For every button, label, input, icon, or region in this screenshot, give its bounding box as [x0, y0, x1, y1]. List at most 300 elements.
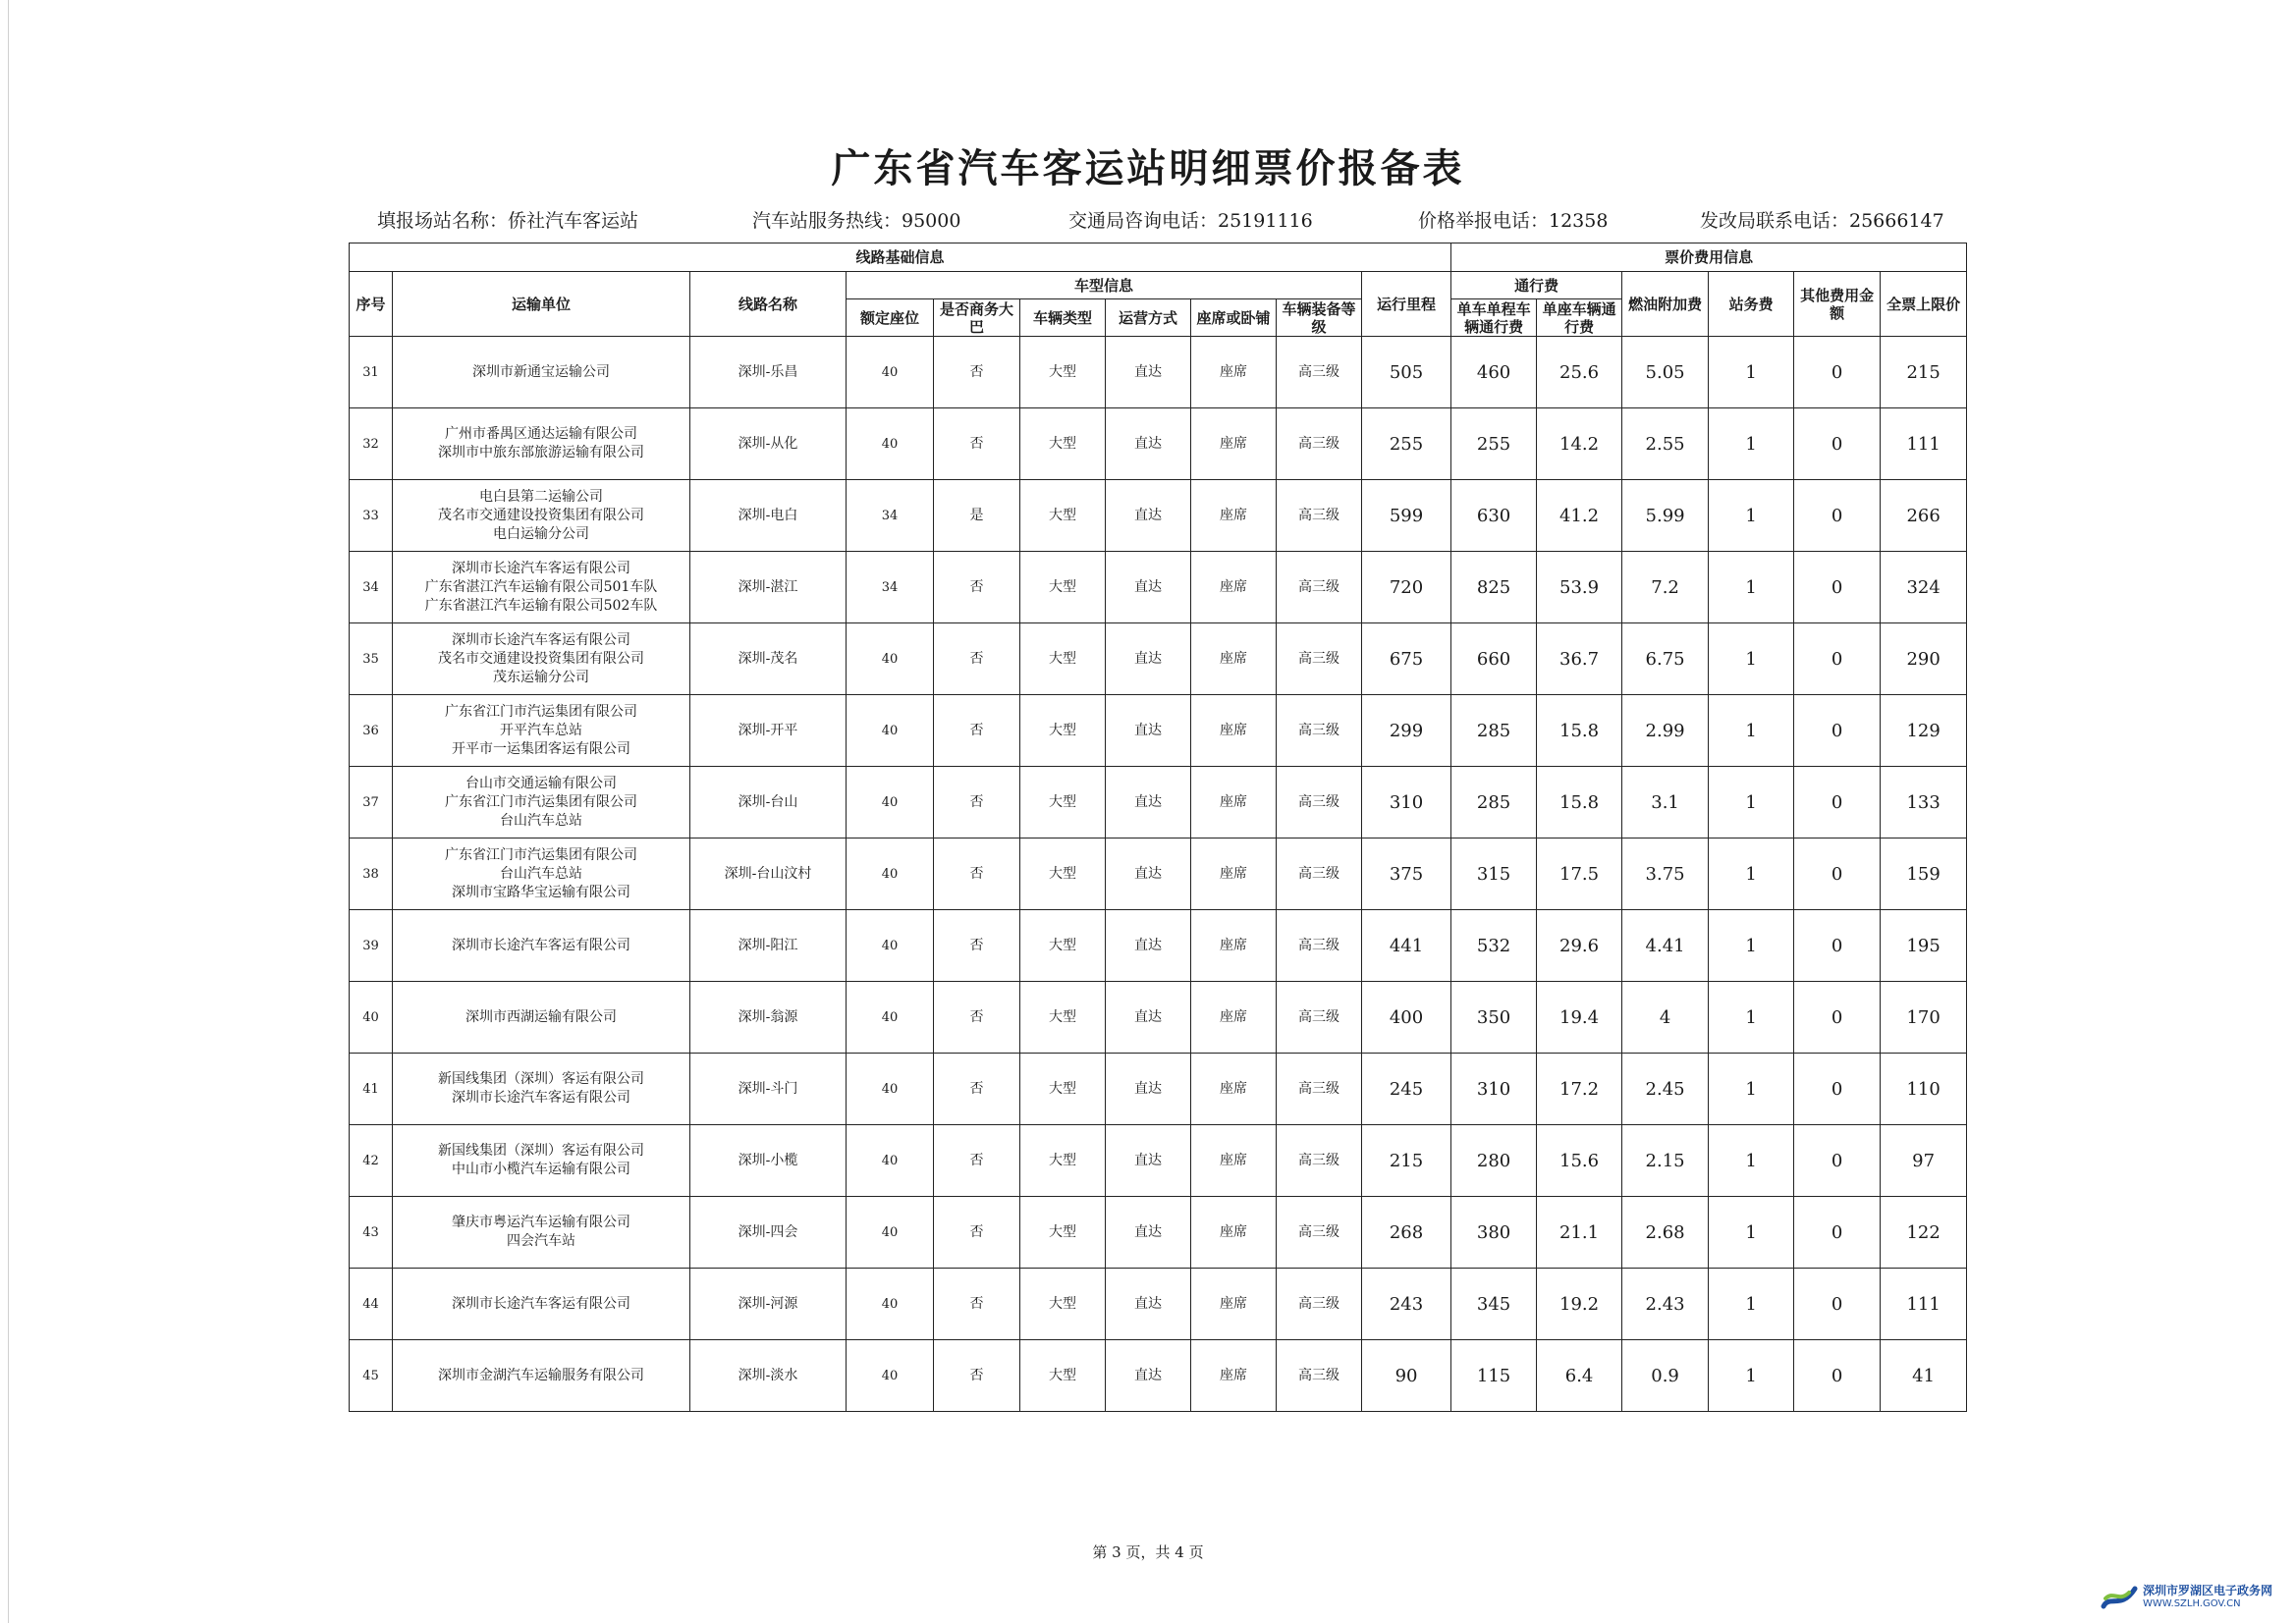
row-operation: 直达 [1106, 695, 1191, 767]
row-route: 深圳-茂名 [690, 623, 847, 695]
row-fuel-surcharge: 6.75 [1622, 623, 1709, 695]
row-company [393, 623, 690, 695]
row-mileage: 215 [1362, 1125, 1451, 1197]
table-row [350, 1125, 1967, 1197]
row-company [393, 480, 690, 552]
row-seat-type: 座席 [1191, 1054, 1277, 1125]
row-seats: 40 [847, 1340, 934, 1412]
company-name: 深圳市金湖汽车运输服务有限公司 [438, 1367, 644, 1383]
row-seat-type: 座席 [1191, 910, 1277, 982]
row-equipment-grade: 高三级 [1277, 337, 1362, 408]
row-operation: 直达 [1106, 910, 1191, 982]
row-toll-vehicle: 255 [1451, 408, 1537, 480]
row-route: 深圳-河源 [690, 1269, 847, 1340]
company-name: 肇庆市粤运汽车运输有限公司 [452, 1215, 630, 1230]
row-seq: 33 [350, 480, 393, 552]
row-company [393, 552, 690, 623]
row-vehicle-type: 大型 [1020, 1340, 1106, 1412]
company-name: 台山市交通运输有限公司 [465, 775, 617, 791]
row-equipment-grade: 高三级 [1277, 623, 1362, 695]
row-vehicle-type: 大型 [1020, 767, 1106, 839]
company-name: 广东省江门市汽运集团有限公司 [445, 703, 637, 720]
row-fare-cap: 290 [1881, 623, 1967, 695]
row-seat-type: 座席 [1191, 767, 1277, 839]
row-fuel-surcharge: 4.41 [1622, 910, 1709, 982]
header-seq: 序号 [350, 272, 393, 337]
row-route: 深圳-乐昌 [690, 337, 847, 408]
row-vehicle-type: 大型 [1020, 1125, 1106, 1197]
row-other-fee: 0 [1794, 910, 1881, 982]
row-other-fee: 0 [1794, 1054, 1881, 1125]
row-seats: 40 [847, 1125, 934, 1197]
row-toll-vehicle: 115 [1451, 1340, 1537, 1412]
row-company [393, 1340, 690, 1412]
row-fare-cap: 133 [1881, 767, 1967, 839]
table-row [350, 623, 1967, 695]
row-seat-type: 座席 [1191, 695, 1277, 767]
row-other-fee: 0 [1794, 1269, 1881, 1340]
row-business-bus: 否 [934, 623, 1020, 695]
row-seat-type: 座席 [1191, 839, 1277, 910]
row-mileage: 599 [1362, 480, 1451, 552]
row-seq: 31 [350, 337, 393, 408]
row-mileage: 505 [1362, 337, 1451, 408]
row-toll-seat: 19.2 [1537, 1269, 1622, 1340]
table-row [350, 982, 1967, 1054]
row-seat-type: 座席 [1191, 623, 1277, 695]
row-fuel-surcharge: 2.99 [1622, 695, 1709, 767]
row-seat-type: 座席 [1191, 1125, 1277, 1197]
row-company [393, 982, 690, 1054]
row-vehicle-type: 大型 [1020, 623, 1106, 695]
row-fuel-surcharge: 2.43 [1622, 1269, 1709, 1340]
header-toll: 通行费 [1451, 272, 1622, 299]
row-company [393, 695, 690, 767]
row-station-fee: 1 [1709, 767, 1794, 839]
row-operation: 直达 [1106, 982, 1191, 1054]
row-company [393, 767, 690, 839]
row-equipment-grade: 高三级 [1277, 767, 1362, 839]
table-row [350, 1340, 1967, 1412]
row-vehicle-type: 大型 [1020, 982, 1106, 1054]
row-vehicle-type: 大型 [1020, 480, 1106, 552]
company-name: 深圳市长途汽车客运有限公司 [452, 1090, 630, 1106]
row-station-fee: 1 [1709, 910, 1794, 982]
row-equipment-grade: 高三级 [1277, 1125, 1362, 1197]
company-name: 深圳市宝路华宝运输有限公司 [452, 884, 630, 900]
table-row [350, 767, 1967, 839]
transport-bureau-phone: 交通局咨询电话：25191116 [1068, 210, 1313, 232]
station-hotline: 汽车站服务热线：95000 [752, 210, 961, 232]
row-station-fee: 1 [1709, 337, 1794, 408]
row-seat-type: 座席 [1191, 408, 1277, 480]
szlh-logo-icon [2100, 1581, 2139, 1614]
header-business-bus: 是否商务大巴 [934, 299, 1020, 337]
row-operation: 直达 [1106, 767, 1191, 839]
fare-table [349, 243, 1967, 1412]
row-business-bus: 否 [934, 1269, 1020, 1340]
row-toll-seat: 29.6 [1537, 910, 1622, 982]
company-name: 深圳市长途汽车客运有限公司 [452, 631, 630, 648]
row-seats: 40 [847, 982, 934, 1054]
row-vehicle-type: 大型 [1020, 408, 1106, 480]
row-other-fee: 0 [1794, 1197, 1881, 1269]
row-seat-type: 座席 [1191, 982, 1277, 1054]
row-equipment-grade: 高三级 [1277, 552, 1362, 623]
row-toll-vehicle: 285 [1451, 767, 1537, 839]
fare-table-body [350, 337, 1967, 1412]
row-station-fee: 1 [1709, 1197, 1794, 1269]
header-route: 线路名称 [690, 272, 847, 337]
company-name: 开平市一运集团客运有限公司 [452, 740, 630, 757]
header-fuel-surcharge: 燃油附加费 [1622, 272, 1709, 337]
header-toll-single-vehicle: 单车单程车辆通行费 [1451, 299, 1537, 337]
row-route: 深圳-四会 [690, 1197, 847, 1269]
row-company [393, 910, 690, 982]
header-station-fee: 站务费 [1709, 272, 1794, 337]
row-seats: 40 [847, 839, 934, 910]
row-fuel-surcharge: 2.55 [1622, 408, 1709, 480]
row-fuel-surcharge: 3.1 [1622, 767, 1709, 839]
row-toll-seat: 15.6 [1537, 1125, 1622, 1197]
row-route: 深圳-斗门 [690, 1054, 847, 1125]
row-route: 深圳-电白 [690, 480, 847, 552]
row-operation: 直达 [1106, 480, 1191, 552]
row-seats: 40 [847, 1197, 934, 1269]
row-mileage: 720 [1362, 552, 1451, 623]
row-toll-seat: 14.2 [1537, 408, 1622, 480]
row-fare-cap: 41 [1881, 1340, 1967, 1412]
table-row [350, 695, 1967, 767]
row-toll-seat: 17.5 [1537, 839, 1622, 910]
row-fuel-surcharge: 2.45 [1622, 1054, 1709, 1125]
company-name: 电白县第二运输公司 [479, 488, 603, 505]
header-other-fee: 其他费用金额 [1794, 272, 1881, 337]
row-vehicle-type: 大型 [1020, 1054, 1106, 1125]
header-full-fare-cap: 全票上限价 [1881, 272, 1967, 337]
row-other-fee: 0 [1794, 695, 1881, 767]
row-fare-cap: 266 [1881, 480, 1967, 552]
row-business-bus: 否 [934, 910, 1020, 982]
row-mileage: 255 [1362, 408, 1451, 480]
row-equipment-grade: 高三级 [1277, 695, 1362, 767]
row-seats: 34 [847, 552, 934, 623]
row-vehicle-type: 大型 [1020, 695, 1106, 767]
row-route: 深圳-台山 [690, 767, 847, 839]
company-name: 中山市小榄汽车运输有限公司 [452, 1162, 630, 1177]
row-toll-seat: 25.6 [1537, 337, 1622, 408]
row-operation: 直达 [1106, 337, 1191, 408]
row-station-fee: 1 [1709, 695, 1794, 767]
row-other-fee: 0 [1794, 1340, 1881, 1412]
row-operation: 直达 [1106, 552, 1191, 623]
watermark-url: WWW.SZLH.GOV.CN [2143, 1598, 2241, 1609]
row-fuel-surcharge: 0.9 [1622, 1340, 1709, 1412]
row-mileage: 245 [1362, 1054, 1451, 1125]
row-equipment-grade: 高三级 [1277, 910, 1362, 982]
row-toll-vehicle: 532 [1451, 910, 1537, 982]
row-station-fee: 1 [1709, 623, 1794, 695]
row-company [393, 1269, 690, 1340]
watermark-title: 深圳市罗湖区电子政务网 [2143, 1584, 2273, 1597]
row-vehicle-type: 大型 [1020, 1269, 1106, 1340]
row-fare-cap: 215 [1881, 337, 1967, 408]
row-toll-vehicle: 310 [1451, 1054, 1537, 1125]
row-seq: 45 [350, 1340, 393, 1412]
row-business-bus: 否 [934, 982, 1020, 1054]
header-vehicle-type: 车辆类型 [1020, 299, 1106, 337]
row-seats: 40 [847, 910, 934, 982]
row-seq: 40 [350, 982, 393, 1054]
table-row [350, 480, 1967, 552]
row-route: 深圳-湛江 [690, 552, 847, 623]
row-fare-cap: 122 [1881, 1197, 1967, 1269]
company-name: 新国线集团（深圳）客运有限公司 [438, 1071, 644, 1087]
row-business-bus: 是 [934, 480, 1020, 552]
row-seat-type: 座席 [1191, 1269, 1277, 1340]
row-seq: 37 [350, 767, 393, 839]
row-station-fee: 1 [1709, 1125, 1794, 1197]
row-station-fee: 1 [1709, 480, 1794, 552]
row-mileage: 375 [1362, 839, 1451, 910]
row-operation: 直达 [1106, 1054, 1191, 1125]
company-name: 广东省江门市汽运集团有限公司 [445, 793, 637, 810]
company-name: 台山汽车总站 [500, 812, 582, 829]
row-toll-vehicle: 380 [1451, 1197, 1537, 1269]
row-toll-seat: 15.8 [1537, 767, 1622, 839]
row-mileage: 268 [1362, 1197, 1451, 1269]
row-seq: 42 [350, 1125, 393, 1197]
company-name: 开平汽车总站 [500, 722, 582, 738]
row-toll-seat: 21.1 [1537, 1197, 1622, 1269]
row-station-fee: 1 [1709, 408, 1794, 480]
row-route: 深圳-从化 [690, 408, 847, 480]
row-vehicle-type: 大型 [1020, 910, 1106, 982]
row-seat-type: 座席 [1191, 1340, 1277, 1412]
row-toll-vehicle: 630 [1451, 480, 1537, 552]
row-seat-type: 座席 [1191, 552, 1277, 623]
row-company [393, 839, 690, 910]
row-mileage: 90 [1362, 1340, 1451, 1412]
row-fuel-surcharge: 2.68 [1622, 1197, 1709, 1269]
row-route: 深圳-开平 [690, 695, 847, 767]
row-other-fee: 0 [1794, 337, 1881, 408]
company-name: 深圳市长途汽车客运有限公司 [452, 560, 630, 576]
row-station-fee: 1 [1709, 1340, 1794, 1412]
row-seats: 40 [847, 408, 934, 480]
row-toll-seat: 17.2 [1537, 1054, 1622, 1125]
company-name: 深圳市中旅东部旅游运输有限公司 [438, 445, 644, 460]
row-seq: 32 [350, 408, 393, 480]
row-other-fee: 0 [1794, 839, 1881, 910]
row-toll-seat: 36.7 [1537, 623, 1622, 695]
row-seats: 40 [847, 623, 934, 695]
row-station-fee: 1 [1709, 1269, 1794, 1340]
row-company [393, 337, 690, 408]
row-seats: 40 [847, 767, 934, 839]
row-toll-seat: 41.2 [1537, 480, 1622, 552]
row-equipment-grade: 高三级 [1277, 1054, 1362, 1125]
row-route: 深圳-阳江 [690, 910, 847, 982]
header-equipment-grade: 车辆装备等级 [1277, 299, 1362, 337]
header-seats: 额定座位 [847, 299, 934, 337]
row-equipment-grade: 高三级 [1277, 1340, 1362, 1412]
row-toll-vehicle: 285 [1451, 695, 1537, 767]
row-toll-seat: 6.4 [1537, 1340, 1622, 1412]
row-station-fee: 1 [1709, 1054, 1794, 1125]
company-name: 广州市番禺区通达运输有限公司 [445, 426, 637, 442]
row-business-bus: 否 [934, 552, 1020, 623]
row-vehicle-type: 大型 [1020, 337, 1106, 408]
company-name: 四会汽车站 [507, 1233, 575, 1249]
row-route: 深圳-淡水 [690, 1340, 847, 1412]
station-name: 填报场站名称：侨社汽车客运站 [377, 210, 639, 232]
row-company [393, 1197, 690, 1269]
table-row [350, 1054, 1967, 1125]
row-other-fee: 0 [1794, 408, 1881, 480]
company-name: 广东省湛江汽车运输有限公司501车队 [424, 578, 658, 595]
row-toll-vehicle: 660 [1451, 623, 1537, 695]
row-seat-type: 座席 [1191, 1197, 1277, 1269]
row-toll-seat: 53.9 [1537, 552, 1622, 623]
header-group-fare-info: 票价费用信息 [1451, 243, 1967, 272]
table-row [350, 1197, 1967, 1269]
row-business-bus: 否 [934, 337, 1020, 408]
page-number: 第 3 页，共 4 页 [1092, 1543, 1204, 1561]
row-operation: 直达 [1106, 1197, 1191, 1269]
row-other-fee: 0 [1794, 480, 1881, 552]
row-other-fee: 0 [1794, 623, 1881, 695]
row-route: 深圳-台山汶村 [690, 839, 847, 910]
row-equipment-grade: 高三级 [1277, 982, 1362, 1054]
row-other-fee: 0 [1794, 552, 1881, 623]
row-route: 深圳-翁源 [690, 982, 847, 1054]
row-seat-type: 座席 [1191, 480, 1277, 552]
row-business-bus: 否 [934, 1197, 1020, 1269]
row-fare-cap: 170 [1881, 982, 1967, 1054]
row-operation: 直达 [1106, 1125, 1191, 1197]
row-mileage: 675 [1362, 623, 1451, 695]
company-name: 广东省湛江汽车运输有限公司502车队 [424, 597, 658, 614]
row-fare-cap: 110 [1881, 1054, 1967, 1125]
row-seq: 34 [350, 552, 393, 623]
row-fare-cap: 159 [1881, 839, 1967, 910]
row-fuel-surcharge: 7.2 [1622, 552, 1709, 623]
row-station-fee: 1 [1709, 982, 1794, 1054]
row-seats: 40 [847, 337, 934, 408]
table-row [350, 839, 1967, 910]
company-name: 深圳市长途汽车客运有限公司 [452, 1295, 630, 1312]
row-toll-vehicle: 280 [1451, 1125, 1537, 1197]
header-mileage: 运行里程 [1362, 272, 1451, 337]
row-seq: 35 [350, 623, 393, 695]
header-seat-or-sleeper: 座席或卧铺 [1191, 299, 1277, 337]
row-toll-vehicle: 460 [1451, 337, 1537, 408]
row-equipment-grade: 高三级 [1277, 1269, 1362, 1340]
row-vehicle-type: 大型 [1020, 839, 1106, 910]
watermark-logo [2100, 1581, 2296, 1614]
company-name: 台山汽车总站 [500, 865, 582, 882]
company-name: 新国线集团（深圳）客运有限公司 [438, 1143, 644, 1159]
document-title: 广东省汽车客运站明细票价报备表 [831, 146, 1465, 191]
row-operation: 直达 [1106, 408, 1191, 480]
row-business-bus: 否 [934, 695, 1020, 767]
row-company [393, 408, 690, 480]
row-seq: 39 [350, 910, 393, 982]
row-fuel-surcharge: 2.15 [1622, 1125, 1709, 1197]
row-vehicle-type: 大型 [1020, 1197, 1106, 1269]
row-toll-vehicle: 350 [1451, 982, 1537, 1054]
row-route: 深圳-小榄 [690, 1125, 847, 1197]
row-fuel-surcharge: 5.05 [1622, 337, 1709, 408]
row-business-bus: 否 [934, 767, 1020, 839]
header-group-route-info: 线路基础信息 [350, 243, 1451, 272]
row-other-fee: 0 [1794, 982, 1881, 1054]
row-fare-cap: 97 [1881, 1125, 1967, 1197]
row-toll-vehicle: 345 [1451, 1269, 1537, 1340]
row-fare-cap: 111 [1881, 408, 1967, 480]
row-fuel-surcharge: 4 [1622, 982, 1709, 1054]
company-name: 深圳市西湖运输有限公司 [465, 1008, 617, 1025]
row-toll-vehicle: 825 [1451, 552, 1537, 623]
row-seat-type: 座席 [1191, 337, 1277, 408]
row-equipment-grade: 高三级 [1277, 1197, 1362, 1269]
row-fare-cap: 324 [1881, 552, 1967, 623]
row-operation: 直达 [1106, 839, 1191, 910]
row-mileage: 441 [1362, 910, 1451, 982]
row-fare-cap: 111 [1881, 1269, 1967, 1340]
row-other-fee: 0 [1794, 1125, 1881, 1197]
row-toll-seat: 19.4 [1537, 982, 1622, 1054]
row-business-bus: 否 [934, 1340, 1020, 1412]
row-other-fee: 0 [1794, 767, 1881, 839]
price-report-phone: 价格举报电话：12358 [1418, 210, 1609, 232]
row-equipment-grade: 高三级 [1277, 408, 1362, 480]
table-row [350, 552, 1967, 623]
row-business-bus: 否 [934, 408, 1020, 480]
row-seats: 40 [847, 1269, 934, 1340]
company-name: 深圳市新通宝运输公司 [472, 363, 610, 380]
dev-reform-phone: 发改局联系电话：25666147 [1700, 210, 1944, 232]
row-operation: 直达 [1106, 623, 1191, 695]
row-station-fee: 1 [1709, 552, 1794, 623]
row-seq: 38 [350, 839, 393, 910]
row-toll-seat: 15.8 [1537, 695, 1622, 767]
row-mileage: 299 [1362, 695, 1451, 767]
company-name: 茂东运输分公司 [493, 669, 589, 685]
row-fuel-surcharge: 3.75 [1622, 839, 1709, 910]
row-fare-cap: 129 [1881, 695, 1967, 767]
table-row [350, 408, 1967, 480]
row-mileage: 400 [1362, 982, 1451, 1054]
row-seats: 40 [847, 695, 934, 767]
row-operation: 直达 [1106, 1269, 1191, 1340]
row-company [393, 1054, 690, 1125]
row-mileage: 310 [1362, 767, 1451, 839]
scan-edge-line [8, 0, 9, 1623]
header-company: 运输单位 [393, 272, 690, 337]
row-seats: 40 [847, 1054, 934, 1125]
header-vehicle-info: 车型信息 [847, 272, 1362, 299]
company-name: 电白运输分公司 [493, 525, 589, 542]
company-name: 深圳市长途汽车客运有限公司 [452, 937, 630, 953]
row-toll-vehicle: 315 [1451, 839, 1537, 910]
row-vehicle-type: 大型 [1020, 552, 1106, 623]
header-toll-per-seat: 单座车辆通行费 [1537, 299, 1622, 337]
row-business-bus: 否 [934, 1125, 1020, 1197]
row-fare-cap: 195 [1881, 910, 1967, 982]
row-seq: 44 [350, 1269, 393, 1340]
